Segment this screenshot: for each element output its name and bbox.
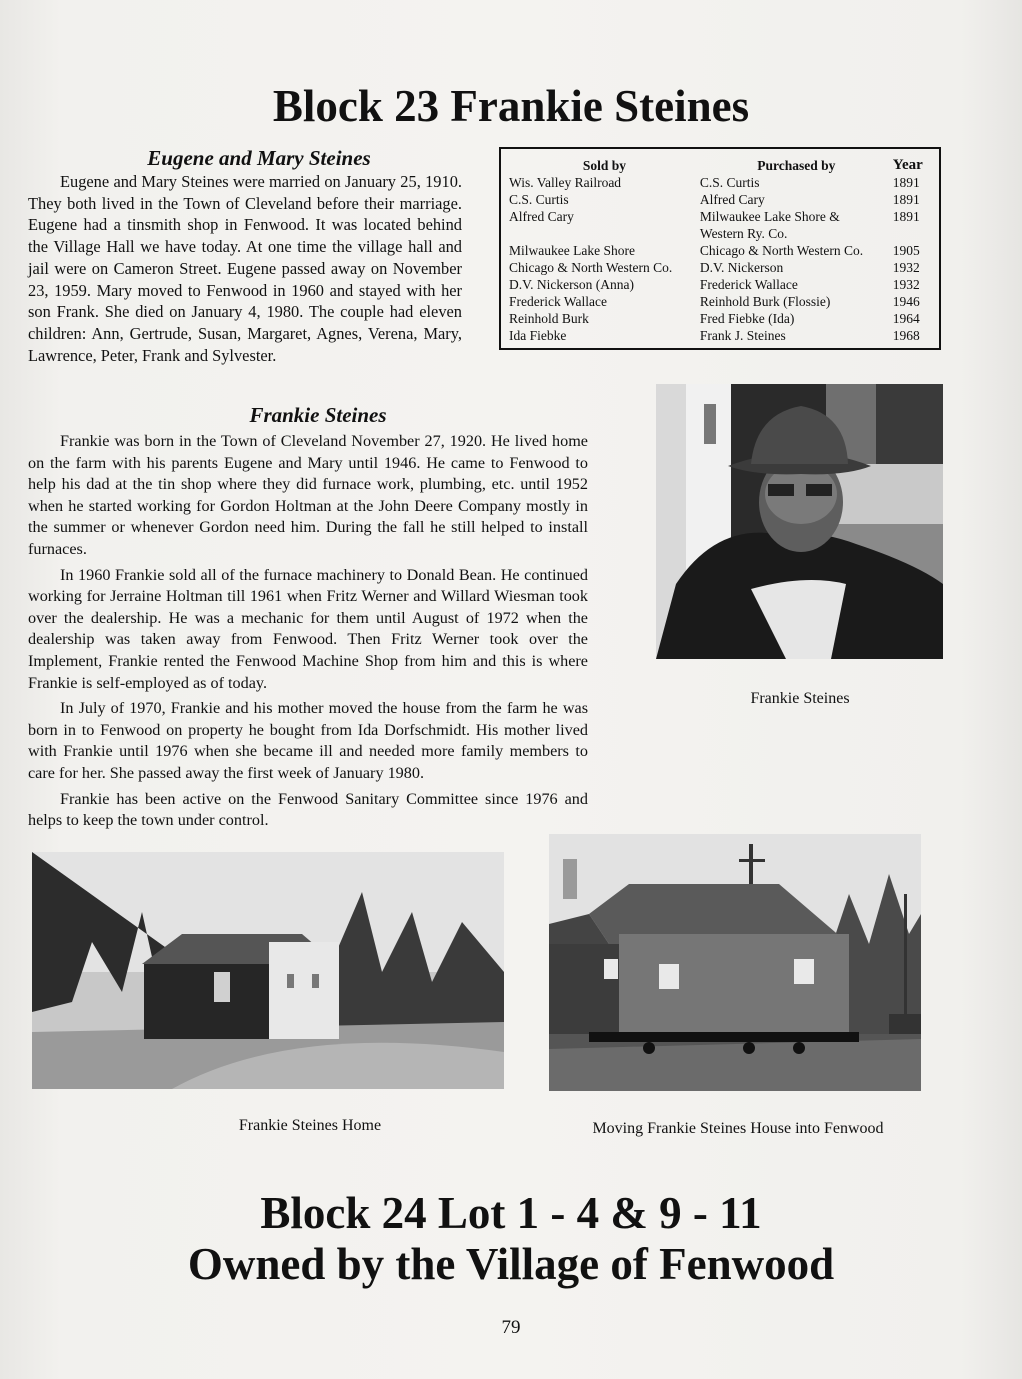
table-cell-sold-by: [501, 225, 700, 242]
table-header-sold-by: Sold by: [582, 158, 627, 173]
table-cell-year: [893, 225, 939, 242]
home-caption: Frankie Steines Home: [238, 1117, 382, 1134]
table-cell-year: 1891: [892, 209, 920, 224]
table-cell-purchased-by: Chicago & North Western Co.: [699, 243, 864, 258]
table-header-purchased-by: Purchased by: [757, 158, 836, 173]
portrait-photo: [656, 384, 943, 659]
block24-heading-line1: Block 24 Lot 1 - 4 & 9 - 11: [260, 1188, 762, 1238]
home-photo: [32, 852, 504, 1089]
table-header-year: Year: [892, 157, 923, 173]
table-cell-year: 1891: [892, 175, 920, 190]
table-cell-sold-by: Milwaukee Lake Shore: [509, 243, 635, 258]
table-cell-purchased-by: Alfred Cary: [699, 192, 765, 207]
paragraph: In 1960 Frankie sold all of the furnace machinery to Donald Bean. He continued working for Jerraine Holtman till 1961 when Fritz Werner and Willard Wiesman took over the dealership. He was a mechanic for them until August of 1972 when the dealership was taken away from Fenwood. Then Fritz Werner took over the Implement, Frankie rented the Fenwood Machine Shop from him and this is where Frankie is self-employed as of today.: [28, 565, 588, 692]
paragraph: In July of 1970, Frankie and his mother moved the house from the farm he was born in to Fenwood on property he bought from Ida Dorfschmidt. His mother lived with Frankie until 1976 when she became ill and needed more family members to care for her. She passed away the first week of January 1980.: [28, 699, 588, 782]
table-cell-purchased-by: Frederick Wallace: [699, 277, 798, 292]
table-cell-purchased-by: Fred Fiebke (Ida): [699, 311, 795, 326]
table-cell-purchased-by: Reinhold Burk (Flossie): [699, 294, 831, 309]
page-title: Block 23 Frankie Steines: [272, 81, 750, 131]
page-number: 79: [501, 1317, 521, 1338]
table-cell-sold-by: Wis. Valley Railroad: [509, 175, 622, 190]
table-cell-purchased-by: D.V. Nickerson: [699, 260, 784, 275]
table-row: [501, 174, 939, 191]
section-body-frankie: [28, 431, 588, 832]
paragraph: Frankie was born in the Town of Cleveland November 27, 1920. He lived home on the farm with his parents Eugene and Mary until 1946. He came to Fenwood to help his dad at the tin shop where they did furnace work, plumbing, etc. until 1952 when he started working for Gordon Holtman at the John Deere Company mostly in the summer or whenever Gordon need him. During the fall he still helped to install furnaces.: [28, 432, 588, 558]
moving-caption: Moving Frankie Steines House into Fenwood: [592, 1120, 884, 1137]
table-row: [501, 310, 939, 327]
portrait-photo-image: [656, 384, 943, 659]
portrait-caption: Frankie Steines: [750, 690, 850, 707]
table-row: [501, 276, 939, 293]
block24-heading-line2: Owned by the Village of Fenwood: [187, 1239, 835, 1289]
table-row: [501, 208, 939, 225]
table-row: [501, 225, 939, 242]
table-cell-sold-by: Chicago & North Western Co.: [509, 260, 673, 275]
table-cell-sold-by: Ida Fiebke: [509, 328, 567, 343]
table-row: [501, 259, 939, 276]
section-heading-frankie: Frankie Steines: [249, 403, 387, 427]
table-cell-sold-by: C.S. Curtis: [509, 192, 569, 207]
table-cell-year: 1905: [892, 243, 920, 258]
table-cell-year: 1968: [892, 328, 920, 343]
table-cell-year: 1932: [892, 260, 920, 275]
table-row: [501, 191, 939, 208]
table-cell-year: 1964: [892, 311, 920, 326]
table-body: [501, 174, 939, 344]
table-cell-sold-by: D.V. Nickerson (Anna): [509, 277, 634, 292]
table-cell-purchased-by: Milwaukee Lake Shore &: [699, 209, 840, 224]
home-photo-image: [32, 852, 504, 1089]
table-row: [501, 327, 939, 344]
table-cell-purchased-by: C.S. Curtis: [699, 175, 760, 190]
paragraph: Frankie has been active on the Fenwood Sanitary Committee since 1976 and helps to keep the town under control.: [28, 789, 588, 830]
table-row: [501, 293, 939, 310]
table-row: [501, 242, 939, 259]
table-cell-purchased-by: Frank J. Steines: [699, 328, 786, 343]
table-cell-sold-by: Alfred Cary: [509, 209, 574, 224]
moving-photo-image: [549, 834, 921, 1091]
section-heading-eugene-mary: Eugene and Mary Steines: [147, 146, 371, 170]
moving-photo: [549, 834, 921, 1091]
table-cell-year: 1946: [892, 294, 920, 309]
ownership-table: [499, 147, 941, 350]
section-body-eugene-mary: [28, 171, 462, 366]
table-cell-year: 1891: [892, 192, 920, 207]
table-cell-sold-by: Reinhold Burk: [509, 311, 589, 326]
table-cell-purchased-by: Western Ry. Co.: [699, 226, 788, 241]
table-cell-sold-by: Frederick Wallace: [509, 294, 607, 309]
paragraph: Eugene and Mary Steines were married on January 25, 1910. They both lived in the Town of Cleveland before their marriage. Eugene had a tinsmith shop in Fenwood. It was located behind the Village Hall we have today. At one time the village hall and jail were on Cameron Street. Eugene passed away on November 23, 1959. Mary moved to Fenwood in 1960 and stayed with her son Frank. She died on January 4, 1980. The couple had eleven children: Ann, Gertrude, Susan, Margaret, Agnes, Verena, Mary, Lawrence, Peter, Frank and Sylvester.: [28, 172, 462, 365]
table-cell-year: 1932: [892, 277, 920, 292]
